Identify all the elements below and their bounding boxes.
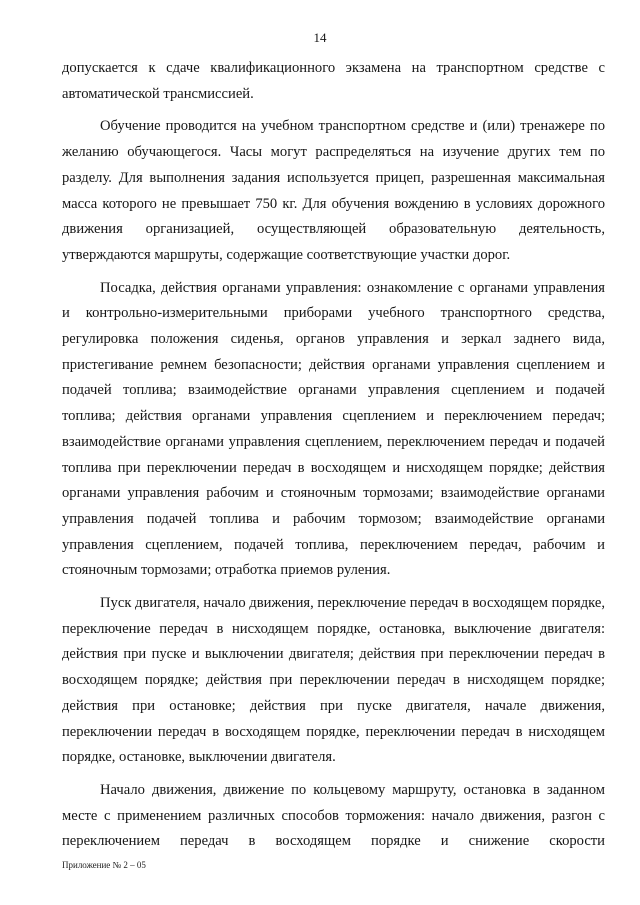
document-body [62,56,605,862]
paragraph-training-conditions: Обучение проводится на учебном транспортном средстве и (или) тренажере по желанию обучающегося. Часы могут распределяться на изучение других тем по разделу. Для выполнения задания используется прицеп, разрешенная максимальная масса которого не превышает 750 кг. Для обучения вождению в условиях дорожного движения организацией, осуществляющей образовательную деятельность, утверждаются маршруты, содержащие соответствующие участки дорог. [62,118,605,263]
paragraph-engine-start: Пуск двигателя, начало движения, переключение передач в восходящем порядке, переключение передач в нисходящем порядке, остановка, выключение двигателя: действия при пуске и выключении двигателя; действия при переключении передач в восходящем порядке; действия при переключении передач в нисходящем порядке; действия при остановке; действия при пуске двигателя, начале движения, переключении передач в восходящем порядке, переключении передач в нисходящем порядке, остановке, выключении двигателя. [62,595,605,766]
page-footer: Приложение № 2 – 05 [62,860,146,870]
paragraph-continuation: допускается к сдаче квалификационного экзамена на транспортном средстве с автоматической трансмиссией. [62,60,605,102]
paragraph-ring-route: Начало движения, движение по кольцевому маршруту, остановка в заданном месте с применением различных способов торможения: начало движения, разгон с переключением передач в восходящем порядке и снижение скорости [62,781,605,850]
page-number: 14 [313,30,327,45]
paragraph-controls: Посадка, действия органами управления: ознакомление с органами управления и контрольно-измерительными приборами учебного транспортного средства, регулировка положения сиденья, органов управления и зеркал заднего вида, пристегивание ремнем безопасности; действия органами управления сцеплением и подачей топлива; взаимодействие органами управления сцеплением и подачей топлива; действия органами управления сцеплением и переключением передач; взаимодействие органами управления сцеплением, переключением передач и подачей топлива при переключении передач в восходящем и нисходящем порядке; действия органами управления рабочим и стояночным тормозами; взаимодействие органами управления подачей топлива и рабочим тормозом; взаимодействие органами управления сцеплением, подачей топлива, переключением передач, рабочим и стояночным тормозами; отработка приемов руления. [62,279,605,579]
